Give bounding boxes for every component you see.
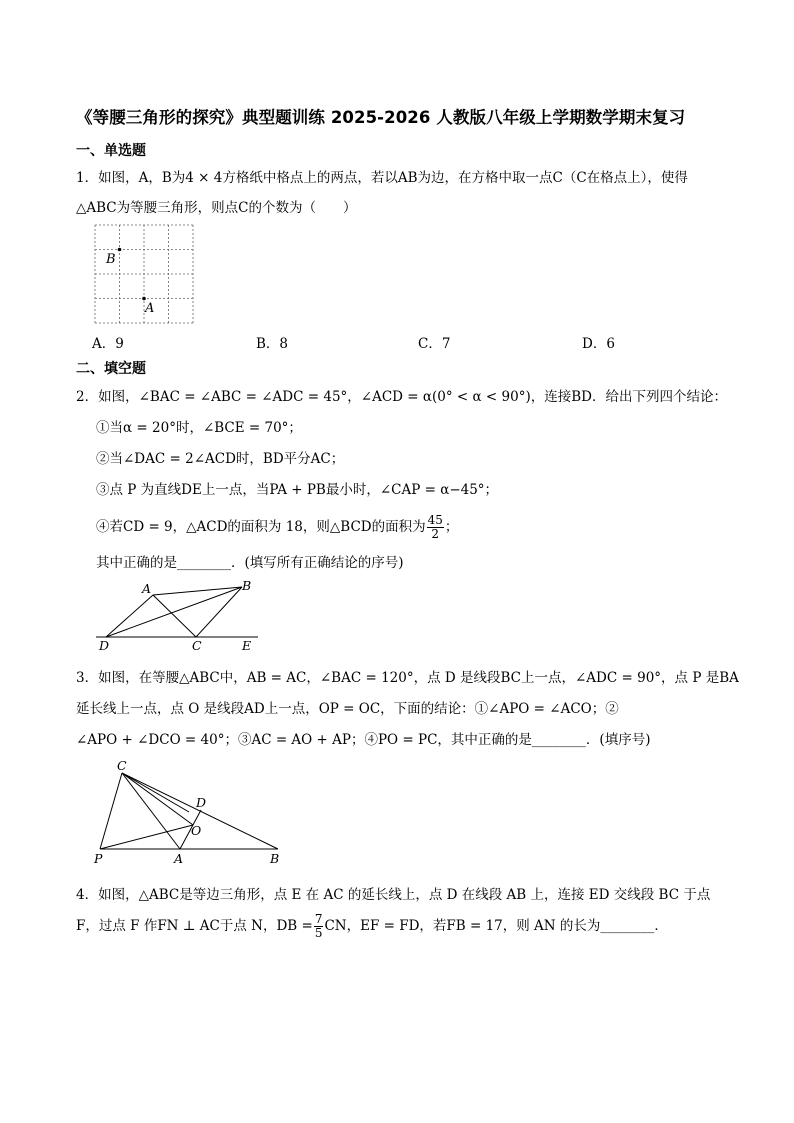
fig3-label-c: C [117,758,127,773]
fig2-label-d: D [99,638,110,653]
question-4-line-2-end: CN，EF = FD，若FB = 17，则 AN 的长为________． [324,918,668,934]
question-2-conclusion-4 [96,514,458,541]
fraction-45-over-2 [427,514,444,541]
question-3-line-1: 3．如图，在等腰△ABC中，AB = AC，∠BAC = 120°，点 D 是线段BC上一点，∠ADC = 90°，点 P 是BA [76,670,739,686]
fig3-label-d: D [196,795,207,810]
section-heading-single-choice: 一、单选题 [76,143,146,159]
fig3-label-p: P [94,851,103,866]
fig2-label-b: B [242,578,252,593]
question-4-line-2 [76,913,668,940]
choice-b[interactable]: B．8 [256,336,289,352]
fig3-label-a: A [174,851,184,866]
section-heading-fill-blank: 二、填空题 [76,361,146,377]
fig2-label-c: C [192,638,202,653]
conclusion-4-end: ； [444,519,459,535]
question-1-line-2: △ABC为等腰三角形，则点C的个数为（ ） [76,200,357,216]
question-2-conclusion-1: ①当α = 20°时，∠BCE = 70°； [96,420,302,436]
fraction-numerator: 45 [427,513,443,527]
question-2-conclusion-2: ②当∠DAC = 2∠ACD时，BD平分AC； [96,451,345,467]
question-4-line-1: 4．如图，△ABC是等边三角形，点 E 在 AC 的延长线上，点 D 在线段 AB 上，连接 ED 交线段 BC 于点 [76,887,711,903]
point-b-label: B [106,252,116,267]
fig2-label-a: A [142,581,152,596]
question-1-line-1: 1．如图，A，B为4 × 4方格纸中格点上的两点，若以AB为边，在方格中取一点C（C在格点上），使得 [76,170,688,186]
point-a-dot [142,297,146,301]
fraction-denominator: 5 [314,926,323,940]
point-b-dot [118,248,122,252]
question-2-ask: 其中正确的是________．(填写所有正确结论的序号) [96,555,404,571]
question-4-line-2-start: F，过点 F 作FN ⊥ AC于点 N，DB = [76,918,313,934]
choice-c[interactable]: C．7 [418,336,451,352]
point-a-label: A [145,301,155,316]
question-3-figure [90,756,290,870]
choice-d[interactable]: D．6 [582,336,615,352]
question-2-figure [90,578,265,654]
fig3-label-o: O [191,823,202,838]
fraction-denominator: 2 [431,527,440,541]
question-3-line-2: 延长线上一点，点 O 是线段AD上一点，OP = OC，下面的结论：①∠APO = ∠ACO；② [76,701,619,717]
page-title: 《等腰三角形的探究》典型题训练 2025-2026 人教版八年级上学期数学期末复习 [76,108,686,127]
question-3-line-3: ∠APO + ∠DCO = 40°；③AC = AO + AP；④PO = PC，其中正确的是________．(填序号) [76,732,651,748]
fig2-label-e: E [242,638,252,653]
fraction-7-over-5 [314,913,324,940]
choice-a[interactable]: A．9 [92,336,124,352]
fig3-label-b: B [270,851,280,866]
conclusion-4-text: ④若CD = 9，△ACD的面积为 18，则△BCD的面积为 [96,519,426,535]
question-2-conclusion-3: ③点 P 为直线DE上一点，当PA + PB最小时，∠CAP = α−45°； [96,482,499,498]
fraction-numerator: 7 [314,912,323,926]
question-1-grid-figure [92,222,198,326]
question-2-line-1: 2．如图，∠BAC = ∠ABC = ∠ADC = 45°，∠ACD = α(0° < α < 90°)，连接BD．给出下列四个结论： [76,389,727,405]
